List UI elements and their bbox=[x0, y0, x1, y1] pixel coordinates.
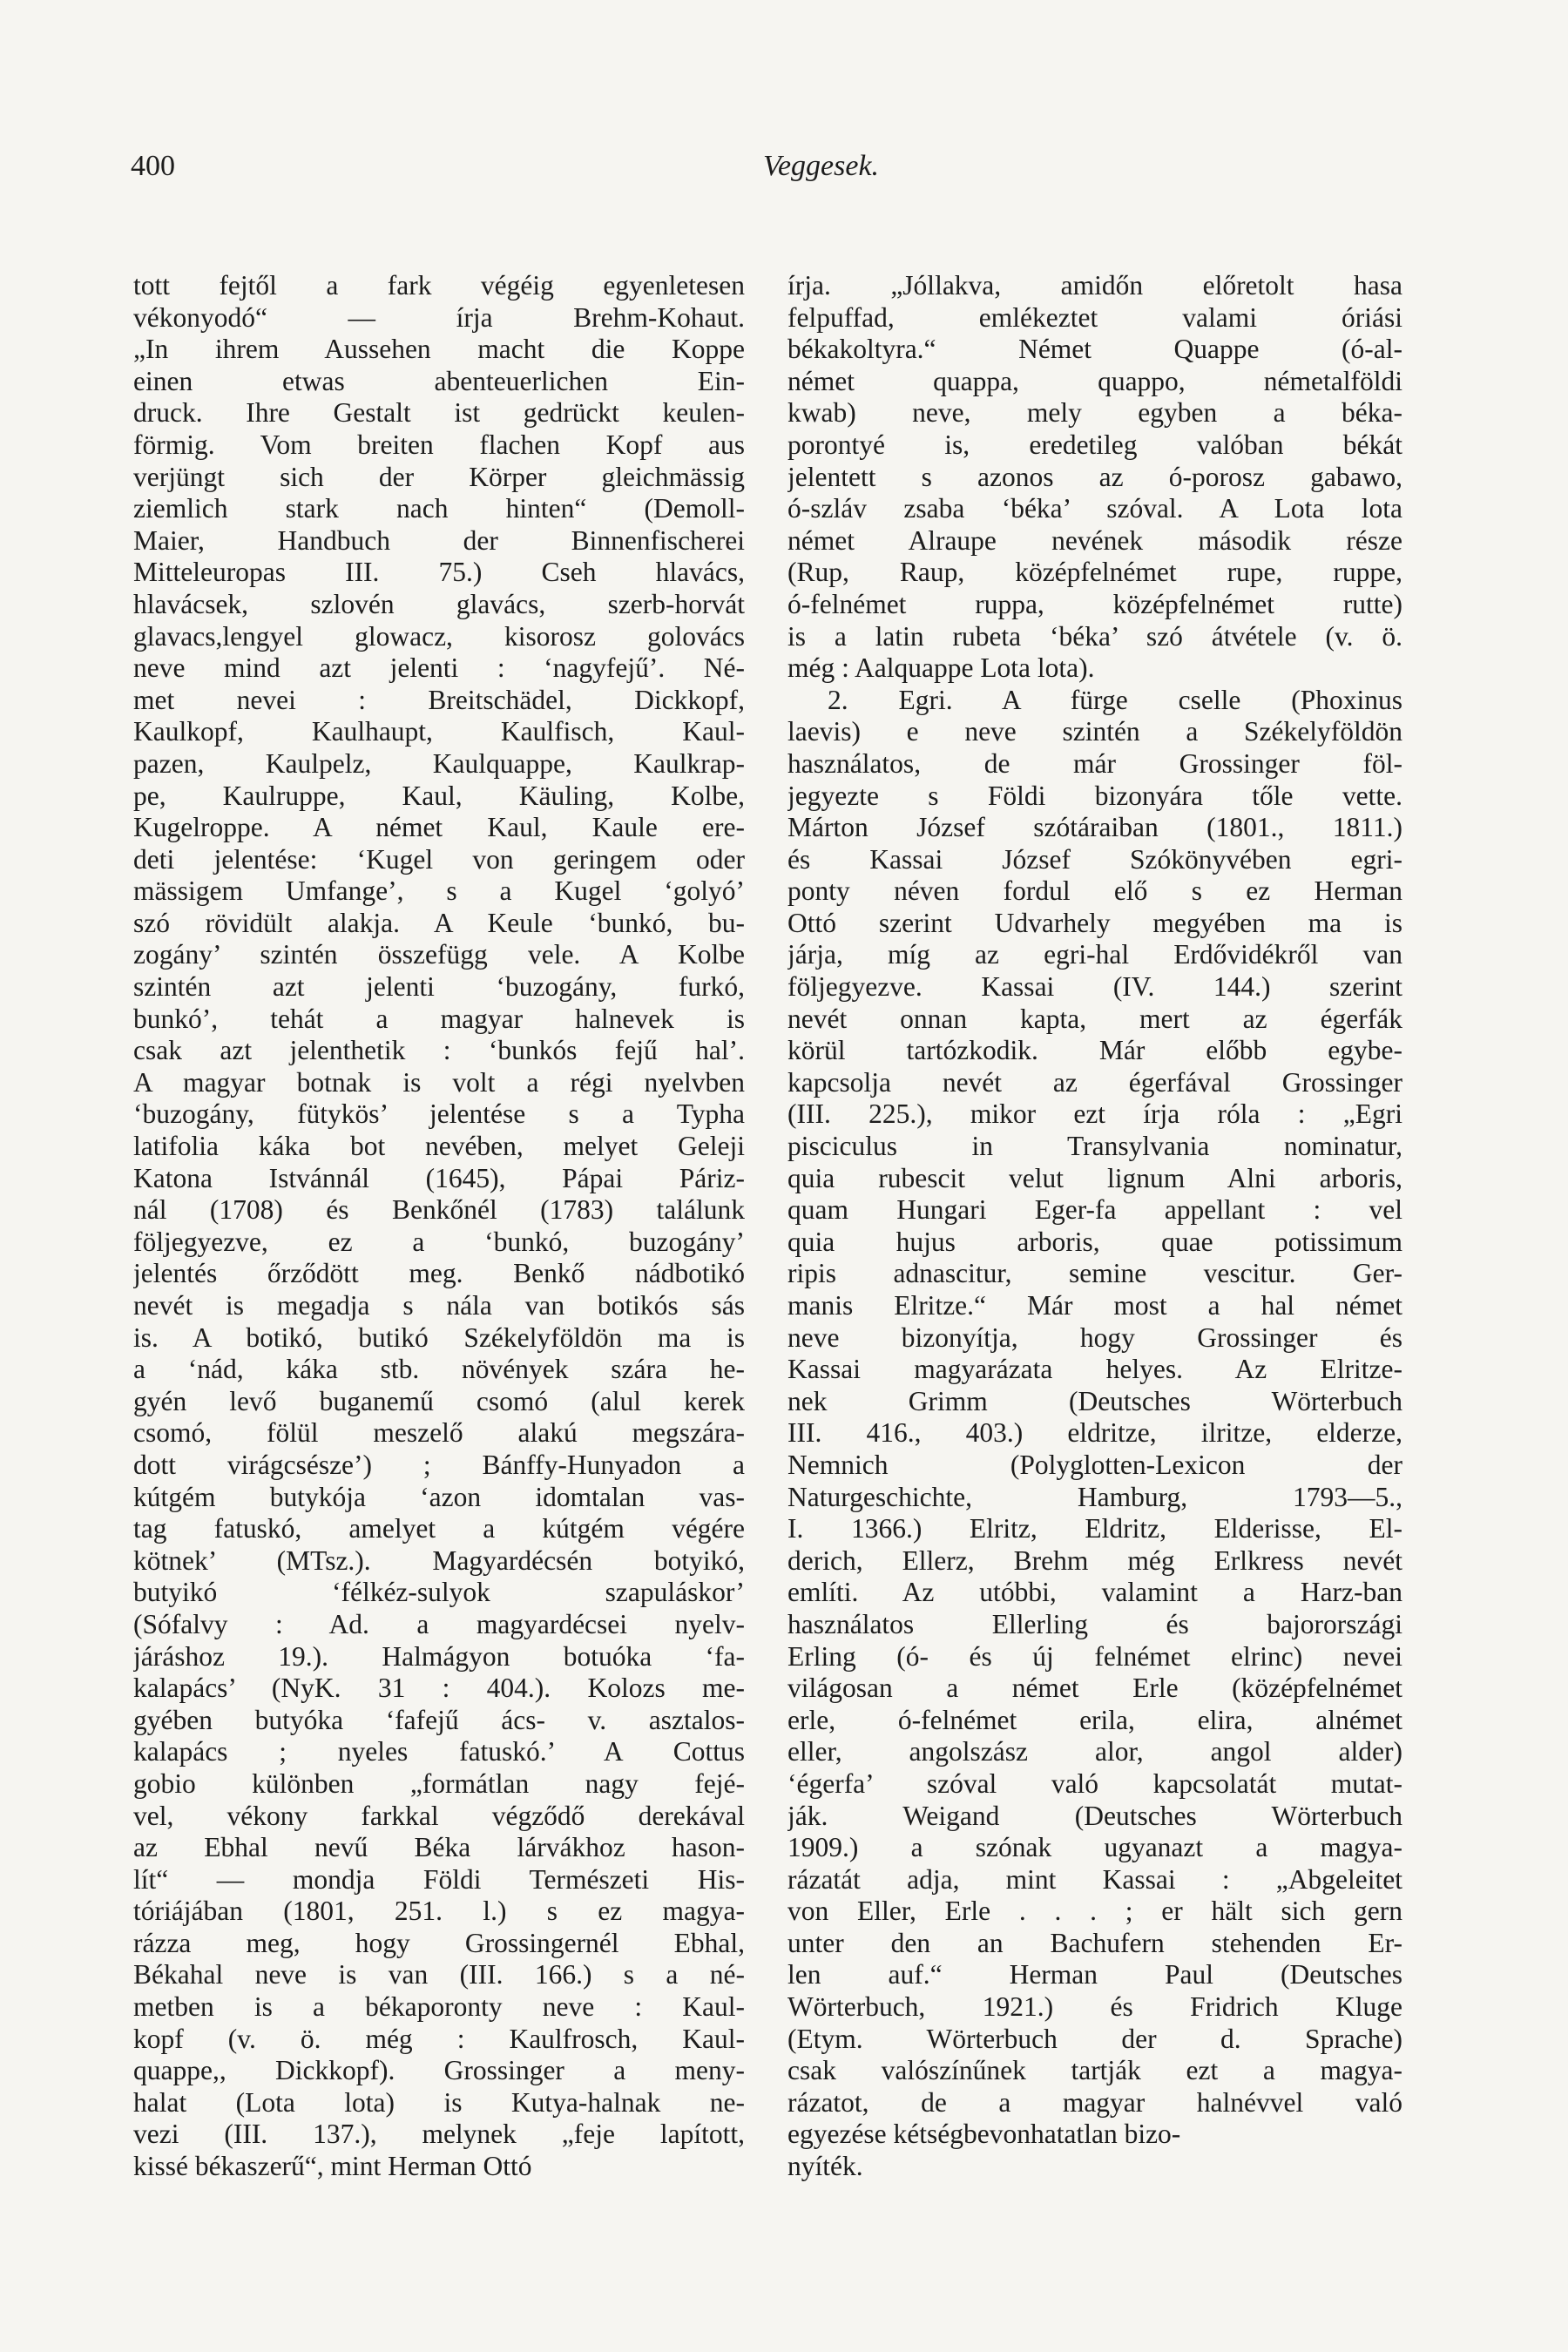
text-line: vezi (III. 137.), melynek „feje lapított, bbox=[133, 2119, 745, 2150]
text-line: kopf (v. ö. még : Kaulfrosch, Kaul- bbox=[133, 2023, 745, 2054]
text-line: Naturgeschichte, Hamburg, 1793—5., bbox=[787, 1481, 1402, 1512]
text-line: jelentett s azonos az ó-porosz gabawo, bbox=[787, 461, 1402, 492]
text-line: kwab) neve, mely egyben a béka- bbox=[787, 397, 1402, 429]
text-line: neve bizonyítja, hogy Grossinger és bbox=[787, 1321, 1402, 1353]
text-line: einen etwas abenteuerlichen Ein- bbox=[133, 365, 745, 396]
text-line: kötnek’ (MTsz.). Magyardécsén botyikó, bbox=[133, 1544, 745, 1576]
text-line: egyezése kétségbevonhatatlan bizo- bbox=[787, 2119, 1181, 2150]
text-line: kissé békaszerű“, mint Herman Ottó bbox=[133, 2151, 532, 2182]
text-line: zogány’ szintén összefügg vele. A Kolbe bbox=[133, 939, 745, 970]
text-line: quia rubescit velut lignum Alni arboris, bbox=[787, 1162, 1402, 1193]
text-line: ziemlich stark nach hinten“ (Demoll- bbox=[133, 493, 745, 524]
text-line: metben is a békaporonty neve : Kaul- bbox=[133, 1991, 745, 2023]
text-line: csomó, fölül meszelő alakú megszára- bbox=[133, 1417, 745, 1449]
text-line: neve mind azt jelenti : ‘nagyfejű’. Né- bbox=[133, 652, 745, 684]
text-line: Kassai magyarázata helyes. Az Elritze- bbox=[787, 1354, 1402, 1385]
text-line: békakoltyra.“ Német Quappe (ó-al- bbox=[787, 334, 1402, 365]
text-line: szintén azt jelenti ‘buzogány, furkó, bbox=[133, 971, 745, 1003]
text-line: ‘buzogány, fütykös’ jelentése s a Typha bbox=[133, 1098, 745, 1130]
text-line: említi. Az utóbbi, valamint a Harz-ban bbox=[787, 1577, 1402, 1608]
text-line: a ‘nád, káka stb. növények szára he- bbox=[133, 1354, 745, 1385]
text-line: A magyar botnak is volt a régi nyelvben bbox=[133, 1066, 745, 1098]
text-line: vékonyodó“ — írja Brehm-Kohaut. bbox=[133, 301, 745, 333]
text-line: len auf.“ Herman Paul (Deutsches bbox=[787, 1959, 1402, 1990]
text-line: írja. „Jóllakva, amidőn előretolt hasa bbox=[787, 270, 1402, 301]
text-line: világosan a német Erle (középfelnémet bbox=[787, 1673, 1402, 1704]
text-line: verjüngt sich der Körper gleichmässig bbox=[133, 461, 745, 492]
page-header bbox=[131, 150, 1511, 193]
text-line: mässigem Umfange’, s a Kugel ‘golyó’ bbox=[133, 875, 745, 907]
text-line: (Rup, Raup, középfelnémet rupe, ruppe, bbox=[787, 557, 1402, 588]
text-line: quappe,, Dickkopf). Grossinger a meny- bbox=[133, 2055, 745, 2086]
text-line: laevis) e neve szintén a Székelyföldön bbox=[787, 716, 1402, 747]
text-line: pe, Kaulruppe, Kaul, Käuling, Kolbe, bbox=[133, 780, 745, 811]
text-line: körül tartózkodik. Már előbb egybe- bbox=[787, 1035, 1402, 1066]
text-line: lít“ — mondja Földi Természeti His- bbox=[133, 1863, 745, 1895]
text-line: és Kassai József Szókönyvében egri- bbox=[787, 843, 1402, 875]
text-line: 2. Egri. A fürge cselle (Phoxinus bbox=[828, 684, 1402, 715]
text-line: III. 416., 403.) eldritze, ilritze, elderze, bbox=[787, 1417, 1402, 1449]
text-line: nál (1708) és Benkőnél (1783) találunk bbox=[133, 1194, 745, 1226]
text-line: bunkó’, tehát a magyar halnevek is bbox=[133, 1003, 745, 1034]
text-line: ó-felnémet ruppa, középfelnémet rutte) bbox=[787, 588, 1402, 619]
text-line: ripis adnascitur, semine vescitur. Ger- bbox=[787, 1258, 1402, 1289]
text-line: kútgém butykója ‘azon idomtalan vas- bbox=[133, 1481, 745, 1512]
text-line: butyikó ‘félkéz-sulyok szapuláskor’ bbox=[133, 1577, 745, 1608]
text-line: az Ebhal nevű Béka lárvákhoz hason- bbox=[133, 1832, 745, 1863]
right-text-column bbox=[787, 270, 1402, 2183]
text-line: eller, angolszász alor, angol alder) bbox=[787, 1736, 1402, 1767]
text-line: gyén levő buganemű csomó (alul kerek bbox=[133, 1385, 745, 1416]
text-line: Kaulkopf, Kaulhaupt, Kaulfisch, Kaul- bbox=[133, 716, 745, 747]
text-line: manis Elritze.“ Már most a hal német bbox=[787, 1290, 1402, 1321]
text-line: tott fejtől a fark végéig egyenletesen bbox=[133, 270, 745, 301]
text-line: Wörterbuch, 1921.) és Fridrich Kluge bbox=[787, 1991, 1402, 2023]
text-line: vel, vékony farkkal végződő derekával bbox=[133, 1800, 745, 1831]
text-line: járja, míg az egri-hal Erdővidékről van bbox=[787, 939, 1402, 970]
text-line: pazen, Kaulpelz, Kaulquappe, Kaulkrap- bbox=[133, 747, 745, 779]
text-line: ‘égerfa’ szóval való kapcsolatát mutat- bbox=[787, 1767, 1402, 1799]
text-line: druck. Ihre Gestalt ist gedrückt keulen- bbox=[133, 397, 745, 429]
text-line: pisciculus in Transylvania nominatur, bbox=[787, 1131, 1402, 1162]
text-line: nyíték. bbox=[787, 2151, 863, 2182]
text-line: gyében butyóka ‘fafejű ács- v. asztalos- bbox=[133, 1704, 745, 1735]
text-line: erle, ó-felnémet erila, elira, alnémet bbox=[787, 1704, 1402, 1735]
text-line: „In ihrem Aussehen macht die Koppe bbox=[133, 334, 745, 365]
text-line: Katona Istvánnál (1645), Pápai Páriz- bbox=[133, 1162, 745, 1193]
text-line: quam Hungari Eger-fa appellant : vel bbox=[787, 1194, 1402, 1226]
text-line: német Alraupe nevének második része bbox=[787, 524, 1402, 556]
text-line: (Sófalvy : Ad. a magyardécsei nyelv- bbox=[133, 1608, 745, 1639]
text-line: förmig. Vom breiten flachen Kopf aus bbox=[133, 429, 745, 460]
text-line: met nevei : Breitschädel, Dickkopf, bbox=[133, 684, 745, 715]
text-line: tag fatuskó, amelyet a kútgém végére bbox=[133, 1513, 745, 1544]
text-line: hlavácsek, szlovén glavács, szerb-horvát bbox=[133, 588, 745, 619]
text-line: följegyezve. Kassai (IV. 144.) szerint bbox=[787, 971, 1402, 1003]
text-line: Maier, Handbuch der Binnenfischerei bbox=[133, 524, 745, 556]
text-line: is a latin rubeta ‘béka’ szó átvétele (v. ö. bbox=[787, 620, 1402, 652]
text-line: Erling (ó- és új felnémet elrinc) nevei bbox=[787, 1640, 1402, 1672]
text-line: (Etym. Wörterbuch der d. Sprache) bbox=[787, 2023, 1402, 2054]
text-line: deti jelentése: ‘Kugel von geringem oder bbox=[133, 843, 745, 875]
text-line: felpuffad, emlékeztet valami óriási bbox=[787, 301, 1402, 333]
text-line: szó rövidült alakja. A Keule ‘bunkó, bu- bbox=[133, 907, 745, 938]
text-line: von Eller, Erle . . . ; er hält sich gern bbox=[787, 1896, 1402, 1927]
text-line: kalapács ; nyeles fatuskó.’ A Cottus bbox=[133, 1736, 745, 1767]
text-line: dott virágcsésze’) ; Bánffy-Hunyadon a bbox=[133, 1449, 745, 1480]
text-line: nevét onnan kapta, mert az égerfák bbox=[787, 1003, 1402, 1034]
text-line: nek Grimm (Deutsches Wörterbuch bbox=[787, 1385, 1402, 1416]
text-line: nevét is megadja s nála van botikós sás bbox=[133, 1290, 745, 1321]
text-line: használatos Ellerling és bajorországi bbox=[787, 1608, 1402, 1639]
text-line: rázza meg, hogy Grossingernél Ebhal, bbox=[133, 1927, 745, 1958]
text-line: 1909.) a szónak ugyanazt a magya- bbox=[787, 1832, 1402, 1863]
text-line: Kugelroppe. A német Kaul, Kaule ere- bbox=[133, 812, 745, 843]
text-line: rázatát adja, mint Kassai : „Abgeleitet bbox=[787, 1863, 1402, 1895]
text-line: jegyezte s Földi bizonyára tőle vette. bbox=[787, 780, 1402, 811]
text-line: Békahal neve is van (III. 166.) s a né- bbox=[133, 1959, 745, 1990]
text-line: halat (Lota lota) is Kutya-halnak ne- bbox=[133, 2086, 745, 2118]
text-line: Ottó szerint Udvarhely megyében ma is bbox=[787, 907, 1402, 938]
text-line: porontyé is, eredetileg valóban békát bbox=[787, 429, 1402, 460]
left-text-column bbox=[133, 270, 745, 2183]
text-line: még : Aalquappe Lota lota). bbox=[787, 652, 1095, 684]
text-line: tóriájában (1801, 251. l.) s ez magya- bbox=[133, 1896, 745, 1927]
text-line: használatos, de már Grossinger föl- bbox=[787, 747, 1402, 779]
text-line: csak azt jelenthetik : ‘bunkós fejű hal’. bbox=[133, 1035, 745, 1066]
text-line: gobio különben „formátlan nagy fejé- bbox=[133, 1767, 745, 1799]
text-line: unter den an Bachufern stehenden Er- bbox=[787, 1927, 1402, 1958]
text-line: jelentés őrződött meg. Benkő nádbotikó bbox=[133, 1258, 745, 1289]
text-line: járáshoz 19.). Halmágyon botuóka ‘fa- bbox=[133, 1640, 745, 1672]
text-line: quia hujus arboris, quae potissimum bbox=[787, 1226, 1402, 1257]
text-line: latifolia káka bot nevében, melyet Geleji bbox=[133, 1131, 745, 1162]
text-line: (III. 225.), mikor ezt írja róla : „Egri bbox=[787, 1098, 1402, 1130]
text-line: ják. Weigand (Deutsches Wörterbuch bbox=[787, 1800, 1402, 1831]
text-line: ponty néven fordul elő s ez Herman bbox=[787, 875, 1402, 907]
text-line: Nemnich (Polyglotten-Lexicon der bbox=[787, 1449, 1402, 1480]
text-line: glavacs,lengyel glowacz, kisorosz golovács bbox=[133, 620, 745, 652]
text-line: kalapács’ (NyK. 31 : 404.). Kolozs me- bbox=[133, 1673, 745, 1704]
page-number: 400 bbox=[131, 150, 175, 182]
text-line: csak valószínűnek tartják ezt a magya- bbox=[787, 2055, 1402, 2086]
text-line: följegyezve, ez a ‘bunkó, buzogány’ bbox=[133, 1226, 745, 1257]
text-line: német quappa, quappo, németalföldi bbox=[787, 365, 1402, 396]
text-line: kapcsolja nevét az égerfával Grossinger bbox=[787, 1066, 1402, 1098]
text-line: ó-szláv zsaba ‘béka’ szóval. A Lota lota bbox=[787, 493, 1402, 524]
text-line: is. A botikó, butikó Székelyföldön ma is bbox=[133, 1321, 745, 1353]
text-line: I. 1366.) Elritz, Eldritz, Elderisse, El- bbox=[787, 1513, 1402, 1544]
text-line: derich, Ellerz, Brehm még Erlkress nevét bbox=[787, 1544, 1402, 1576]
text-line: Márton József szótáraiban (1801., 1811.) bbox=[787, 812, 1402, 843]
running-title: Veggesek. bbox=[762, 150, 880, 182]
text-line: Mitteleuropas III. 75.) Cseh hlavács, bbox=[133, 557, 745, 588]
text-line: rázatot, de a magyar halnévvel való bbox=[787, 2086, 1402, 2118]
